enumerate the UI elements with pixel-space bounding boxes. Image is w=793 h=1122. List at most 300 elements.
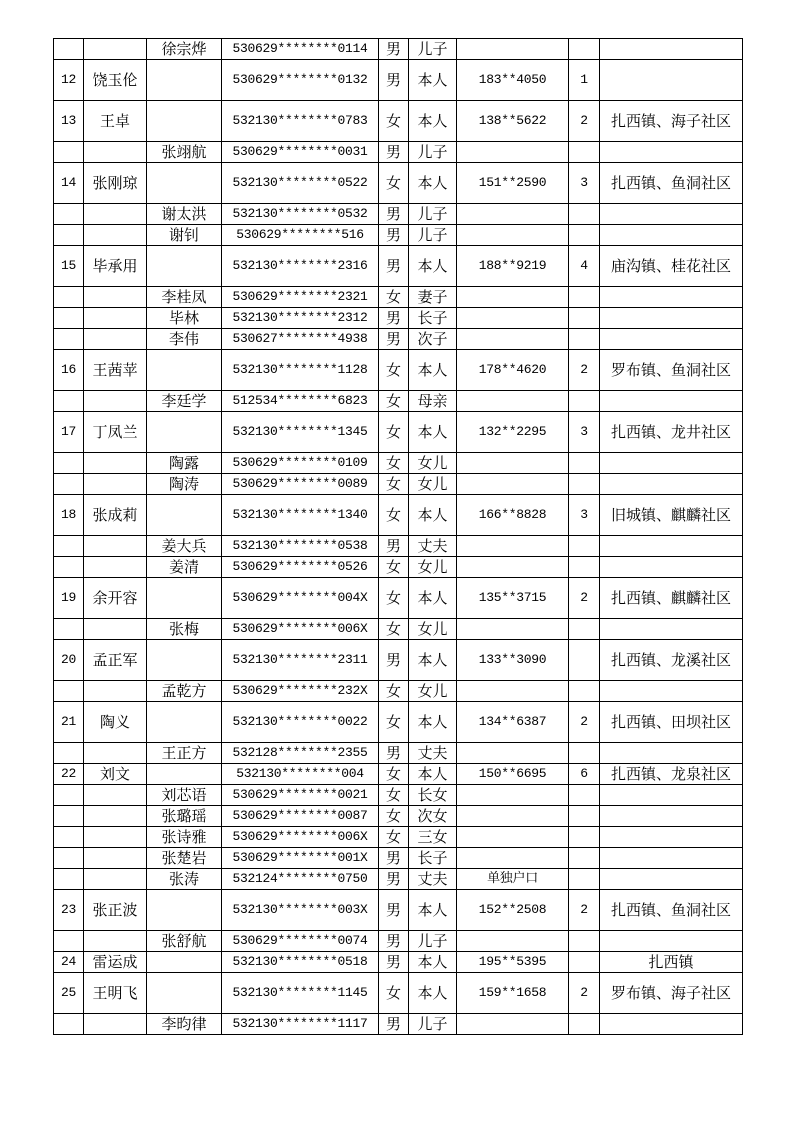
family-member-cell [147, 101, 222, 142]
table-row [54, 329, 743, 350]
family-member-cell: 徐宗烨 [147, 39, 222, 60]
id-number-cell: 532128********2355 [222, 743, 379, 764]
member-count-cell: 3 [569, 163, 600, 204]
table-row [54, 619, 743, 640]
relation-cell: 本人 [409, 60, 457, 101]
member-count-cell [569, 536, 600, 557]
phone-cell [457, 681, 569, 702]
roster-body [54, 39, 743, 1035]
member-count-cell: 2 [569, 702, 600, 743]
family-member-cell: 张楚岩 [147, 848, 222, 869]
table-row [54, 890, 743, 931]
sex-cell: 女 [379, 702, 409, 743]
address-cell [600, 308, 743, 329]
member-count-cell [569, 619, 600, 640]
table-row [54, 931, 743, 952]
table-row [54, 287, 743, 308]
address-cell: 扎西镇、龙溪社区 [600, 640, 743, 681]
row-number-cell: 23 [54, 890, 84, 931]
id-number-cell: 530629********0089 [222, 474, 379, 495]
sex-cell: 女 [379, 412, 409, 453]
family-member-cell: 李桂凤 [147, 287, 222, 308]
row-number-cell [54, 329, 84, 350]
household-head-cell [84, 142, 147, 163]
address-cell: 扎西镇、龙井社区 [600, 412, 743, 453]
member-count-cell: 2 [569, 350, 600, 391]
id-number-cell: 530629********006X [222, 619, 379, 640]
id-number-cell: 530629********006X [222, 827, 379, 848]
member-count-cell [569, 142, 600, 163]
sex-cell: 女 [379, 827, 409, 848]
member-count-cell: 4 [569, 246, 600, 287]
family-member-cell: 张诗雅 [147, 827, 222, 848]
household-head-cell [84, 391, 147, 412]
relation-cell: 本人 [409, 578, 457, 619]
phone-cell: 单独户口 [457, 869, 569, 890]
table-row [54, 412, 743, 453]
phone-cell: 134**6387 [457, 702, 569, 743]
relation-cell: 次女 [409, 806, 457, 827]
household-head-cell [84, 329, 147, 350]
address-cell [600, 869, 743, 890]
member-count-cell [569, 931, 600, 952]
table-row [54, 536, 743, 557]
sex-cell: 女 [379, 785, 409, 806]
member-count-cell [569, 287, 600, 308]
row-number-cell [54, 287, 84, 308]
relation-cell: 丈夫 [409, 869, 457, 890]
row-number-cell [54, 681, 84, 702]
member-count-cell: 6 [569, 764, 600, 785]
household-head-cell [84, 806, 147, 827]
household-head-cell: 王明飞 [84, 973, 147, 1014]
row-number-cell [54, 391, 84, 412]
phone-cell [457, 931, 569, 952]
family-member-cell [147, 702, 222, 743]
id-number-cell: 530629********0021 [222, 785, 379, 806]
row-number-cell [54, 827, 84, 848]
id-number-cell: 532130********0022 [222, 702, 379, 743]
row-number-cell [54, 474, 84, 495]
sex-cell: 女 [379, 287, 409, 308]
table-row [54, 806, 743, 827]
phone-cell: 195**5395 [457, 952, 569, 973]
table-row [54, 764, 743, 785]
relation-cell: 本人 [409, 640, 457, 681]
row-number-cell [54, 557, 84, 578]
member-count-cell: 2 [569, 578, 600, 619]
phone-cell: 138**5622 [457, 101, 569, 142]
phone-cell: 151**2590 [457, 163, 569, 204]
relation-cell: 本人 [409, 952, 457, 973]
phone-cell [457, 329, 569, 350]
family-member-cell: 毕林 [147, 308, 222, 329]
address-cell: 扎西镇、龙泉社区 [600, 764, 743, 785]
relation-cell: 本人 [409, 973, 457, 1014]
address-cell: 庙沟镇、桂花社区 [600, 246, 743, 287]
member-count-cell [569, 952, 600, 973]
id-number-cell: 512534********6823 [222, 391, 379, 412]
household-head-cell [84, 308, 147, 329]
phone-cell [457, 474, 569, 495]
phone-cell: 150**6695 [457, 764, 569, 785]
address-cell [600, 827, 743, 848]
sex-cell: 男 [379, 1014, 409, 1035]
family-member-cell: 陶涛 [147, 474, 222, 495]
family-member-cell: 张涛 [147, 869, 222, 890]
address-cell [600, 536, 743, 557]
relation-cell: 本人 [409, 350, 457, 391]
address-cell [600, 743, 743, 764]
household-head-cell: 孟正军 [84, 640, 147, 681]
table-row [54, 453, 743, 474]
relation-cell: 女儿 [409, 453, 457, 474]
sex-cell: 男 [379, 246, 409, 287]
row-number-cell [54, 308, 84, 329]
member-count-cell [569, 785, 600, 806]
address-cell [600, 287, 743, 308]
phone-cell [457, 391, 569, 412]
row-number-cell [54, 39, 84, 60]
row-number-cell: 15 [54, 246, 84, 287]
member-count-cell [569, 681, 600, 702]
address-cell [600, 1014, 743, 1035]
phone-cell [457, 308, 569, 329]
sex-cell: 女 [379, 163, 409, 204]
table-row [54, 557, 743, 578]
address-cell: 罗布镇、海子社区 [600, 973, 743, 1014]
household-head-cell [84, 1014, 147, 1035]
sex-cell: 男 [379, 743, 409, 764]
id-number-cell: 532130********0522 [222, 163, 379, 204]
household-head-cell: 王茜苹 [84, 350, 147, 391]
household-head-cell: 张刚琼 [84, 163, 147, 204]
relation-cell: 三女 [409, 827, 457, 848]
household-head-cell [84, 225, 147, 246]
phone-cell: 178**4620 [457, 350, 569, 391]
household-head-cell [84, 474, 147, 495]
phone-cell [457, 142, 569, 163]
sex-cell: 男 [379, 890, 409, 931]
sex-cell: 男 [379, 329, 409, 350]
household-head-cell [84, 204, 147, 225]
table-row [54, 350, 743, 391]
row-number-cell: 25 [54, 973, 84, 1014]
family-member-cell: 张璐瑶 [147, 806, 222, 827]
id-number-cell: 530629********232X [222, 681, 379, 702]
id-number-cell: 530629********0526 [222, 557, 379, 578]
row-number-cell [54, 785, 84, 806]
household-head-cell [84, 681, 147, 702]
family-member-cell: 李廷学 [147, 391, 222, 412]
sex-cell: 男 [379, 869, 409, 890]
row-number-cell: 14 [54, 163, 84, 204]
row-number-cell [54, 453, 84, 474]
phone-cell: 183**4050 [457, 60, 569, 101]
household-head-cell [84, 869, 147, 890]
member-count-cell [569, 640, 600, 681]
phone-cell [457, 806, 569, 827]
phone-cell: 159**1658 [457, 973, 569, 1014]
id-number-cell: 532130********2311 [222, 640, 379, 681]
relation-cell: 女儿 [409, 619, 457, 640]
member-count-cell [569, 39, 600, 60]
row-number-cell [54, 806, 84, 827]
family-member-cell [147, 578, 222, 619]
household-head-cell [84, 39, 147, 60]
table-row [54, 785, 743, 806]
id-number-cell: 532124********0750 [222, 869, 379, 890]
relation-cell: 本人 [409, 412, 457, 453]
address-cell [600, 681, 743, 702]
member-count-cell [569, 474, 600, 495]
phone-cell [457, 204, 569, 225]
household-head-cell [84, 287, 147, 308]
relation-cell: 丈夫 [409, 536, 457, 557]
relation-cell: 母亲 [409, 391, 457, 412]
member-count-cell [569, 225, 600, 246]
member-count-cell: 1 [569, 60, 600, 101]
row-number-cell: 18 [54, 495, 84, 536]
household-head-cell: 王卓 [84, 101, 147, 142]
family-member-cell [147, 163, 222, 204]
id-number-cell: 532130********1340 [222, 495, 379, 536]
address-cell: 罗布镇、鱼洞社区 [600, 350, 743, 391]
household-head-cell: 刘文 [84, 764, 147, 785]
address-cell: 扎西镇、田坝社区 [600, 702, 743, 743]
phone-cell: 135**3715 [457, 578, 569, 619]
family-member-cell: 谢太洪 [147, 204, 222, 225]
relation-cell: 长子 [409, 848, 457, 869]
relation-cell: 长子 [409, 308, 457, 329]
row-number-cell: 19 [54, 578, 84, 619]
relation-cell: 女儿 [409, 681, 457, 702]
household-head-cell [84, 743, 147, 764]
row-number-cell [54, 142, 84, 163]
household-head-cell [84, 557, 147, 578]
phone-cell: 166**8828 [457, 495, 569, 536]
relation-cell: 本人 [409, 101, 457, 142]
household-head-cell [84, 931, 147, 952]
phone-cell [457, 225, 569, 246]
family-member-cell: 陶露 [147, 453, 222, 474]
phone-cell: 152**2508 [457, 890, 569, 931]
row-number-cell: 13 [54, 101, 84, 142]
household-head-cell: 毕承用 [84, 246, 147, 287]
member-count-cell [569, 308, 600, 329]
table-row [54, 391, 743, 412]
phone-cell [457, 536, 569, 557]
member-count-cell [569, 869, 600, 890]
phone-cell [457, 848, 569, 869]
address-cell [600, 329, 743, 350]
member-count-cell: 3 [569, 412, 600, 453]
row-number-cell [54, 931, 84, 952]
id-number-cell: 532130********0783 [222, 101, 379, 142]
table-row [54, 702, 743, 743]
id-number-cell: 532130********0518 [222, 952, 379, 973]
sex-cell: 男 [379, 536, 409, 557]
table-row [54, 640, 743, 681]
row-number-cell [54, 619, 84, 640]
sex-cell: 男 [379, 931, 409, 952]
id-number-cell: 532130********0538 [222, 536, 379, 557]
address-cell [600, 453, 743, 474]
address-cell [600, 806, 743, 827]
id-number-cell: 532130********004 [222, 764, 379, 785]
household-head-cell: 陶义 [84, 702, 147, 743]
member-count-cell [569, 827, 600, 848]
household-head-cell: 余开容 [84, 578, 147, 619]
family-member-cell [147, 973, 222, 1014]
sex-cell: 男 [379, 848, 409, 869]
address-cell [600, 474, 743, 495]
family-member-cell: 李伟 [147, 329, 222, 350]
relation-cell: 妻子 [409, 287, 457, 308]
table-row [54, 578, 743, 619]
member-count-cell [569, 848, 600, 869]
member-count-cell [569, 391, 600, 412]
family-member-cell: 刘芯语 [147, 785, 222, 806]
address-cell [600, 142, 743, 163]
relation-cell: 本人 [409, 764, 457, 785]
sex-cell: 女 [379, 973, 409, 1014]
id-number-cell: 530629********004X [222, 578, 379, 619]
household-head-cell: 饶玉伦 [84, 60, 147, 101]
table-row [54, 39, 743, 60]
id-number-cell: 532130********1117 [222, 1014, 379, 1035]
relation-cell: 女儿 [409, 474, 457, 495]
sex-cell: 男 [379, 60, 409, 101]
household-head-cell: 张正波 [84, 890, 147, 931]
row-number-cell: 16 [54, 350, 84, 391]
address-cell [600, 204, 743, 225]
id-number-cell: 530629********0132 [222, 60, 379, 101]
household-head-cell [84, 619, 147, 640]
id-number-cell: 532130********1345 [222, 412, 379, 453]
row-number-cell [54, 536, 84, 557]
member-count-cell [569, 1014, 600, 1035]
row-number-cell: 17 [54, 412, 84, 453]
sex-cell: 女 [379, 806, 409, 827]
table-row [54, 848, 743, 869]
household-head-cell [84, 848, 147, 869]
table-row [54, 101, 743, 142]
table-row [54, 495, 743, 536]
member-count-cell [569, 743, 600, 764]
family-member-cell [147, 890, 222, 931]
sex-cell: 女 [379, 391, 409, 412]
table-row [54, 60, 743, 101]
phone-cell [457, 39, 569, 60]
table-row [54, 1014, 743, 1035]
phone-cell [457, 453, 569, 474]
sex-cell: 女 [379, 619, 409, 640]
sex-cell: 女 [379, 474, 409, 495]
family-member-cell: 姜清 [147, 557, 222, 578]
id-number-cell: 530629********001X [222, 848, 379, 869]
row-number-cell: 20 [54, 640, 84, 681]
family-member-cell [147, 412, 222, 453]
phone-cell [457, 557, 569, 578]
sex-cell: 女 [379, 101, 409, 142]
phone-cell: 188**9219 [457, 246, 569, 287]
household-head-cell [84, 785, 147, 806]
family-member-cell: 姜大兵 [147, 536, 222, 557]
member-count-cell [569, 204, 600, 225]
family-member-cell: 李昀律 [147, 1014, 222, 1035]
sex-cell: 男 [379, 39, 409, 60]
sex-cell: 男 [379, 640, 409, 681]
relation-cell: 儿子 [409, 931, 457, 952]
table-row [54, 246, 743, 287]
sex-cell: 男 [379, 204, 409, 225]
table-row [54, 869, 743, 890]
relation-cell: 本人 [409, 702, 457, 743]
sex-cell: 男 [379, 142, 409, 163]
id-number-cell: 530629********0109 [222, 453, 379, 474]
family-member-cell [147, 764, 222, 785]
phone-cell: 132**2295 [457, 412, 569, 453]
table-row [54, 474, 743, 495]
address-cell: 扎西镇 [600, 952, 743, 973]
relation-cell: 女儿 [409, 557, 457, 578]
member-count-cell [569, 557, 600, 578]
household-head-cell: 丁凤兰 [84, 412, 147, 453]
member-count-cell [569, 329, 600, 350]
relation-cell: 本人 [409, 246, 457, 287]
relation-cell: 儿子 [409, 225, 457, 246]
sex-cell: 女 [379, 557, 409, 578]
table-row [54, 973, 743, 1014]
family-member-cell: 王正方 [147, 743, 222, 764]
row-number-cell [54, 1014, 84, 1035]
address-cell: 扎西镇、海子社区 [600, 101, 743, 142]
id-number-cell: 530629********516 [222, 225, 379, 246]
row-number-cell: 22 [54, 764, 84, 785]
relation-cell: 儿子 [409, 204, 457, 225]
family-member-cell: 谢钊 [147, 225, 222, 246]
family-member-cell [147, 60, 222, 101]
sex-cell: 女 [379, 578, 409, 619]
id-number-cell: 532130********1128 [222, 350, 379, 391]
sex-cell: 女 [379, 350, 409, 391]
address-cell [600, 619, 743, 640]
phone-cell [457, 619, 569, 640]
row-number-cell [54, 743, 84, 764]
family-member-cell [147, 952, 222, 973]
id-number-cell: 532130********003X [222, 890, 379, 931]
row-number-cell: 21 [54, 702, 84, 743]
phone-cell [457, 287, 569, 308]
household-head-cell [84, 453, 147, 474]
family-member-cell: 张翊航 [147, 142, 222, 163]
member-count-cell: 2 [569, 101, 600, 142]
address-cell: 扎西镇、鱼洞社区 [600, 163, 743, 204]
relation-cell: 儿子 [409, 39, 457, 60]
id-number-cell: 530629********0114 [222, 39, 379, 60]
sex-cell: 男 [379, 308, 409, 329]
member-count-cell: 2 [569, 890, 600, 931]
family-member-cell [147, 350, 222, 391]
family-member-cell: 孟乾方 [147, 681, 222, 702]
id-number-cell: 532130********2316 [222, 246, 379, 287]
table-row [54, 743, 743, 764]
table-row [54, 308, 743, 329]
sex-cell: 女 [379, 764, 409, 785]
row-number-cell [54, 869, 84, 890]
member-count-cell [569, 806, 600, 827]
